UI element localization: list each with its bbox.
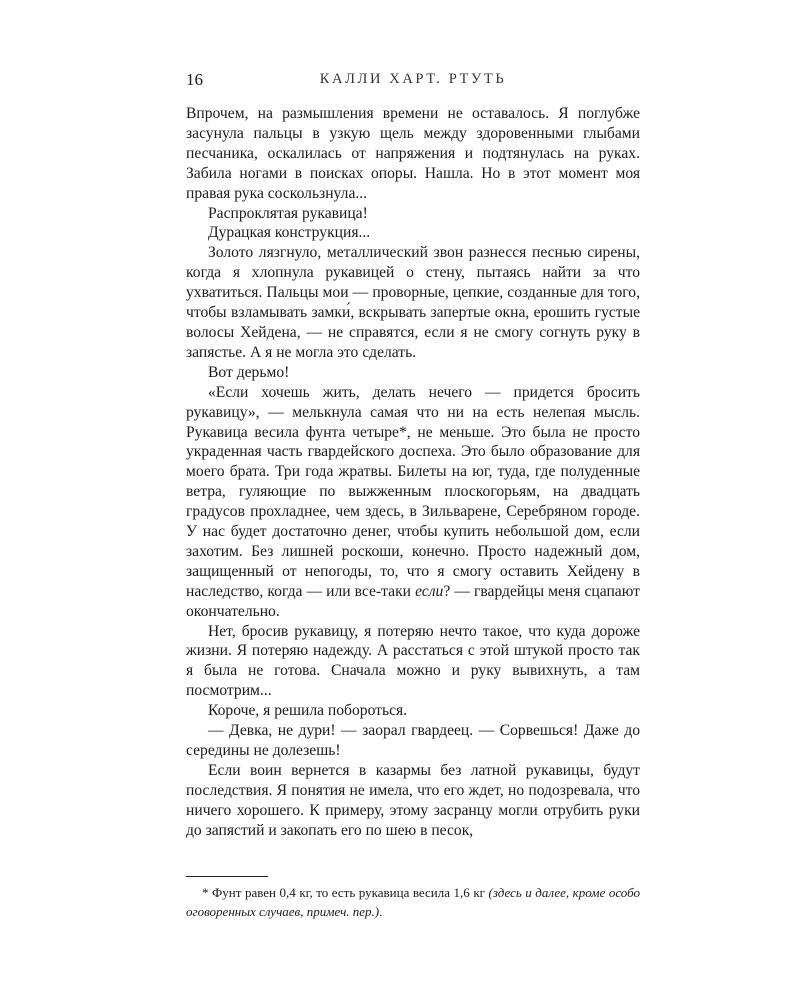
- footnote: [186, 884, 640, 921]
- paragraph-text: «Если хочешь жить, делать нечего — придется бросить рукавицу», — мелькнула самая что ни на есть нелепая мысль. Рукавица весила фунта четыре*, не меньше. Это была не просто украденная часть гвардейского доспеха. Это было образование для моего брата. Три года жратвы. Билеты на юг, туда, где полуденные ветра, гуляющие по выжженным плоскогорьям, на двадцать градусов прохладнее, чем здесь, в Зильварене, Серебряном городе. У нас будет достаточно денег, чтобы купить небольшой дом, если захотим. Без лишней роскоши, конечно. Просто надежный дом, защищенный от непогоды, то, что я смогу оставить Хейдену в наследство, когда — или все-таки: [186, 383, 640, 600]
- paragraph: Впрочем, на размышления времени не оставалось. Я поглубже засунула пальцы в узкую щель между здоровенными глыбами песчаника, оскалилась от напряжения и подтянулась на руках. Забила ногами в поисках опоры. Нашла. Но в этот момент моя правая рука соскользнула...: [186, 105, 640, 202]
- paragraph: — Девка, не дури! — заорал гвардеец. — Сорвешься! Даже до середины не долезешь!: [186, 722, 640, 759]
- paragraph: Нет, бросив рукавицу, я потеряю нечто такое, что куда дороже жизни. Я потеряю надежду. А расстаться с этой штукой просто так я была не готова. Сначала можно и руку вывихнуть, а там посмотрим...: [186, 622, 640, 700]
- page-number: 16: [186, 70, 203, 89]
- footnote-translator-note: (здесь и далее, кроме особо оговоренных случаев, примеч. пер.): [186, 885, 641, 919]
- footnote-divider: [186, 876, 268, 877]
- paragraph-italic-text: если: [415, 582, 444, 600]
- page-header: [186, 70, 640, 92]
- footnote-text: * Фунт равен 0,4 кг, то есть рукавица весила 1,6 кг: [202, 885, 485, 900]
- paragraph: Вот дерьмо!: [208, 363, 290, 381]
- paragraph: Распроклятая рукавица!: [208, 204, 368, 222]
- paragraph: Золото лязгнуло, металлический звон разнесся песнью сирены, когда я хлопнула рукавицей о стену, пытаясь найти за что ухватиться. Пальцы мои — проворные, цепкие, созданные для того, чтобы взламывать замки́, вскрывать запертые окна, ерошить густые волосы Хейдена, — не справятся, если я не смогу согнуть руку в запястье. А я не могла это сделать.: [186, 244, 640, 361]
- paragraph: Короче, я решила побороться.: [208, 702, 408, 720]
- footnote-end: .: [379, 903, 383, 919]
- paragraph: Если воин вернется в казармы без латной рукавицы, будут последствия. Я понятия не имела, что его ждет, но подозревала, что ничего хорошего. К примеру, этому засранцу могли отрубить руки до запястий и закопать его по шею в песок,: [186, 761, 640, 839]
- paragraph: [186, 383, 640, 622]
- paragraph: Дурацкая конструкция...: [208, 224, 371, 242]
- body-text: [186, 104, 640, 841]
- paragraph-text-tail: ? — гвардейцы меня сцапают окончательно.: [186, 582, 640, 620]
- running-title: КАЛЛИ ХАРТ. РТУТЬ: [319, 71, 507, 87]
